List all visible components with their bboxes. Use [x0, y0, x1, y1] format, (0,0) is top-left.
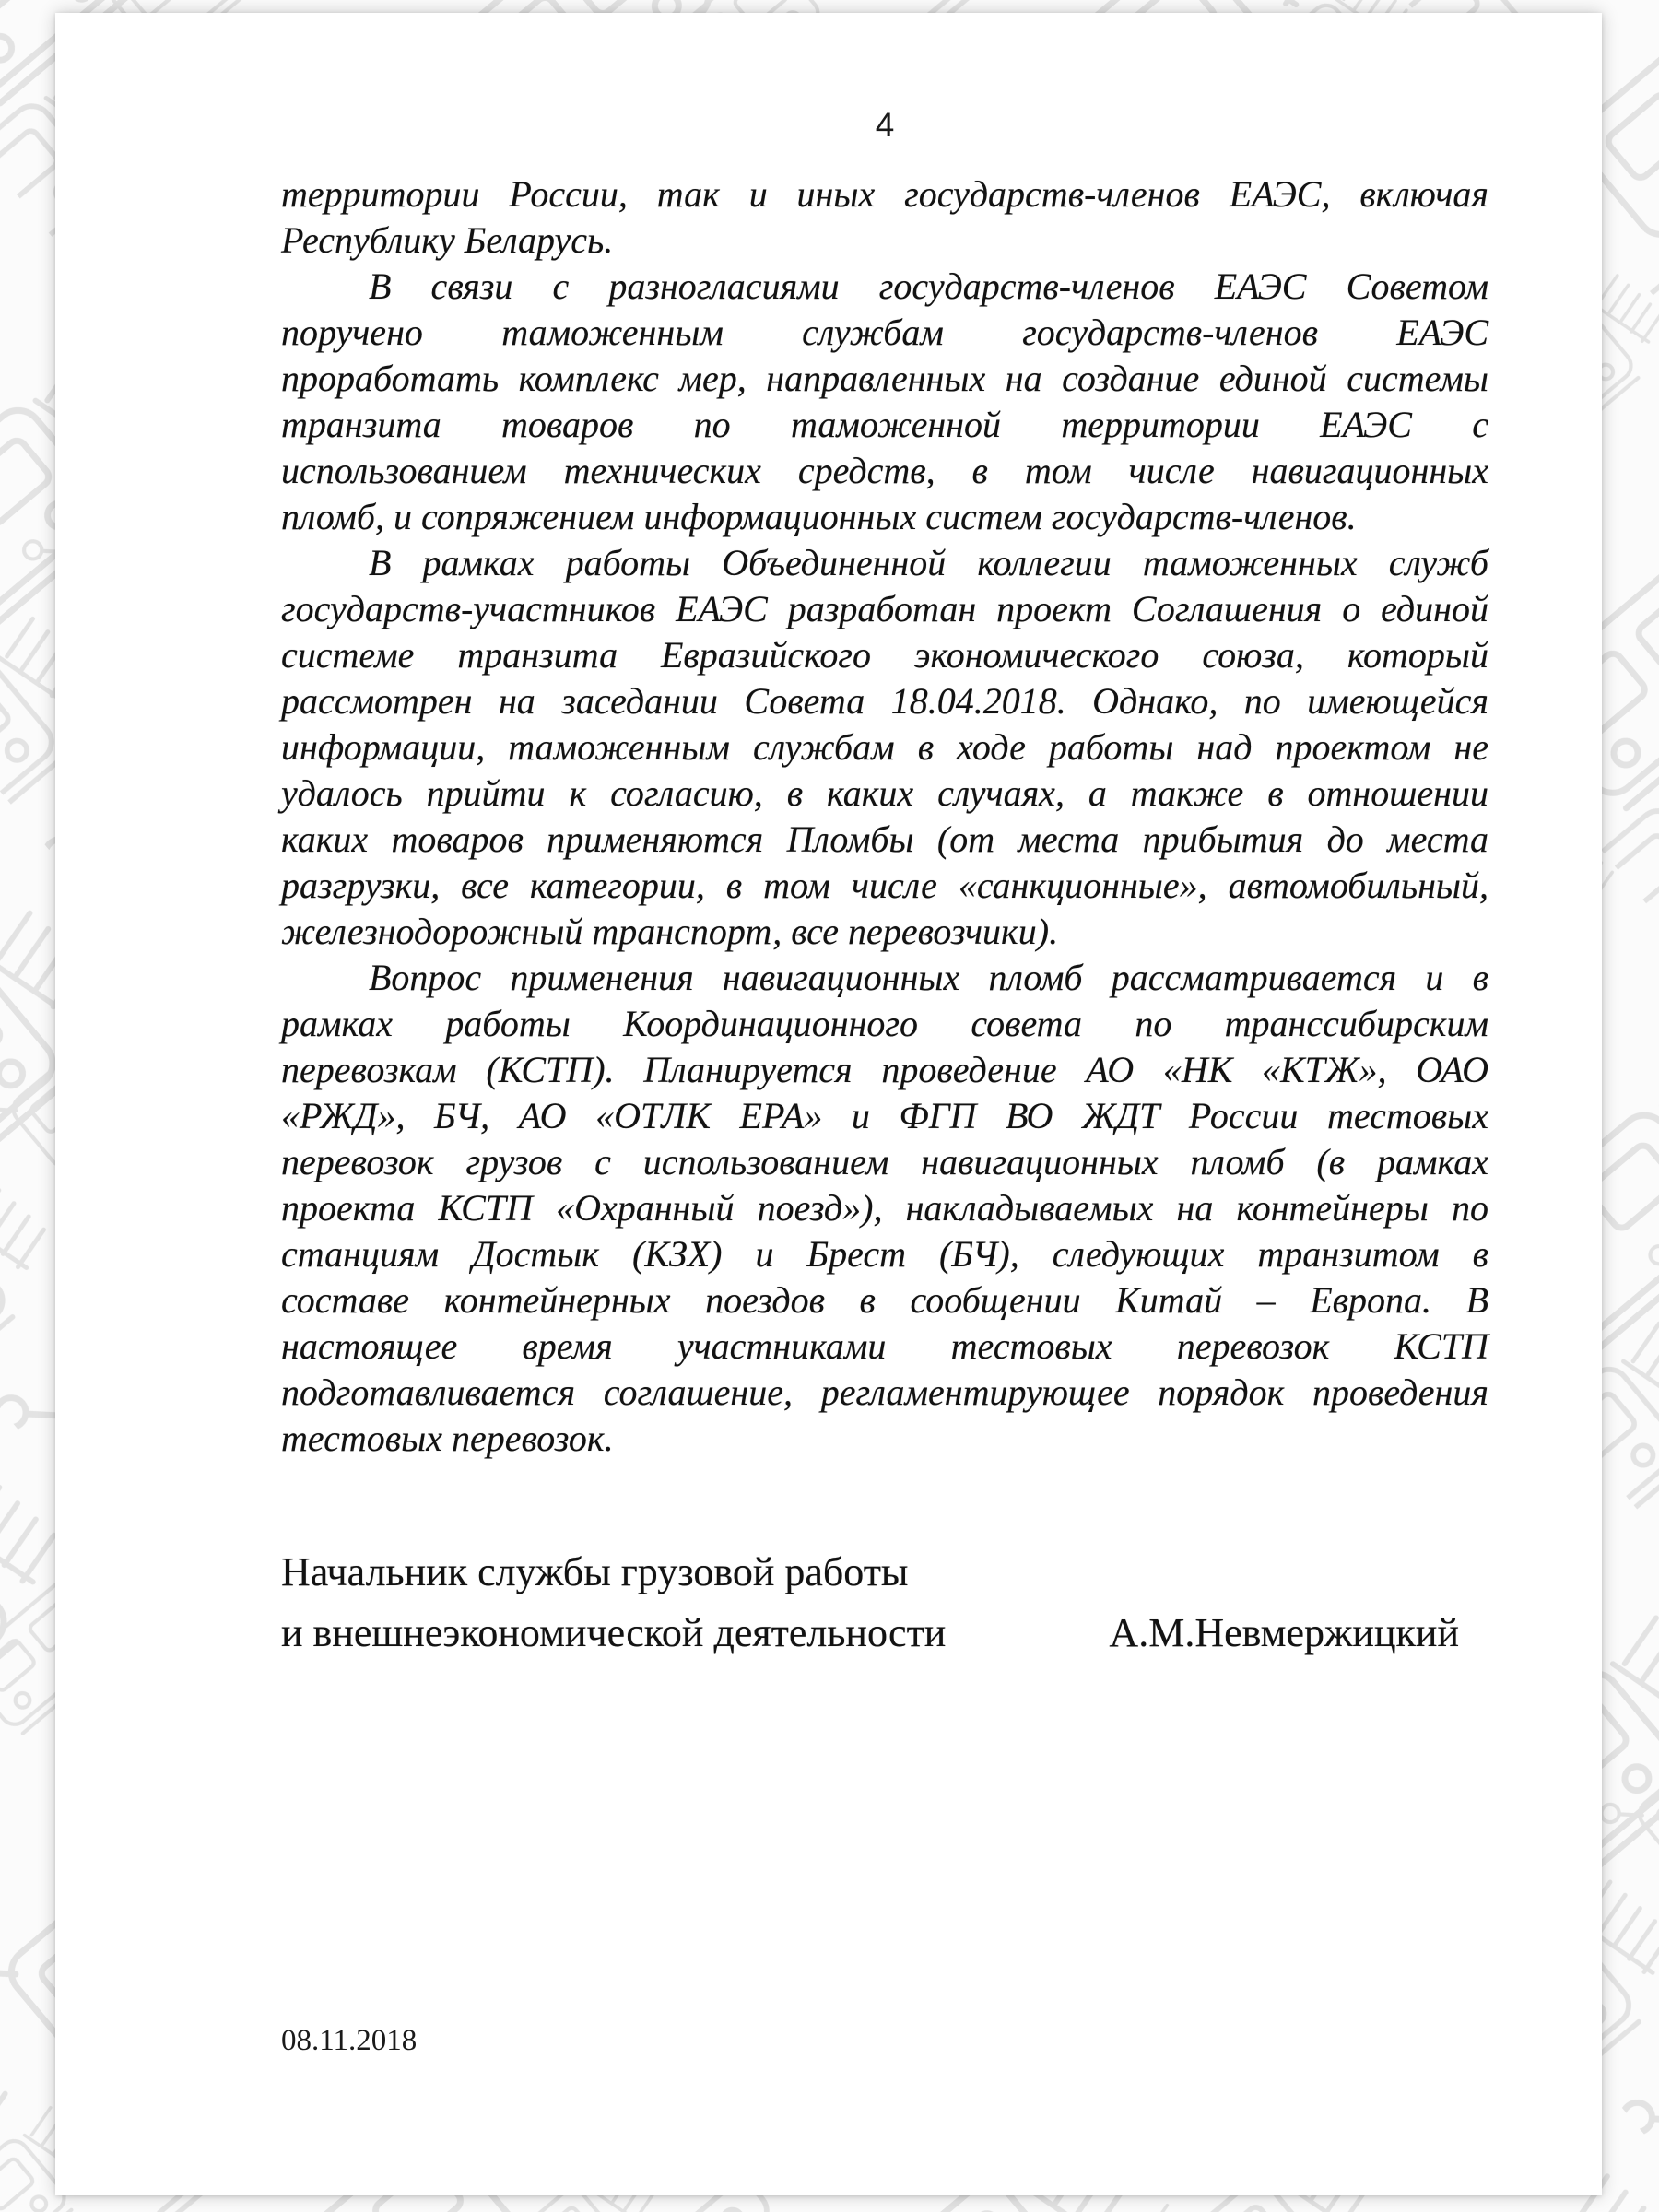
text-line: Республику Беларусь.	[281, 219, 614, 261]
text-line: поручено таможенным службам государств-членов ЕАЭС	[281, 312, 1488, 353]
page-number: 4	[875, 106, 895, 144]
text-line: использованием технических средств, в том числе навигационных	[281, 450, 1488, 491]
signature-name: А.М.Невмержицкий	[1109, 1610, 1459, 1655]
text-line: рамках работы Координационного совета по транссибирским	[281, 1003, 1488, 1044]
text-line: разгрузки, все категории, в том числе «санкционные», автомобильный,	[281, 865, 1488, 906]
signature-title-line1: Начальник службы грузовой работы	[281, 1549, 909, 1594]
text-line: каких товаров применяются Пломбы (от места прибытия до места	[281, 818, 1488, 860]
text-line: проекта КСТП «Охранный поезд»), накладываемых на контейнеры по	[281, 1187, 1488, 1229]
signature-block	[281, 1542, 1488, 1664]
text-line: составе контейнерных поездов в сообщении Китай – Европа. В	[281, 1279, 1488, 1321]
text-line: перевозок грузов с использованием навигационных пломб (в рамках	[281, 1141, 1488, 1182]
text-line: транзита товаров по таможенной территории ЕАЭС с	[281, 404, 1488, 445]
text-line: В рамках работы Объединенной коллегии таможенных служб	[369, 542, 1488, 583]
text-line: Вопрос применения навигационных пломб рассматривается и в	[369, 957, 1488, 998]
signature-row	[281, 1603, 1488, 1664]
text-line: настоящее время участниками тестовых перевозок КСТП	[281, 1325, 1488, 1367]
text-line: железнодорожный транспорт, все перевозчики).	[281, 911, 1059, 952]
body-text	[281, 171, 1488, 1462]
text-line: информации, таможенным службам в ходе работы над проектом не	[281, 726, 1488, 768]
text-line: системе транзита Евразийского экономического союза, который	[281, 634, 1488, 676]
text-line: пломб, и сопряжением информационных систем государств-членов.	[281, 496, 1357, 537]
document-date: 08.11.2018	[281, 2024, 418, 2057]
text-line: В связи с разногласиями государств-членов ЕАЭС Советом	[369, 265, 1488, 307]
text-line: рассмотрен на заседании Совета 18.04.2018. Однако, по имеющейся	[281, 680, 1488, 722]
text-line: проработать комплекс мер, направленных на создание единой системы	[281, 358, 1488, 399]
document-page	[55, 13, 1602, 2195]
text-line: государств-участников ЕАЭС разработан проект Соглашения о единой	[281, 588, 1488, 629]
text-line: «РЖД», БЧ, АО «ОТЛК ЕРА» и ФГП ВО ЖДТ России тестовых	[281, 1095, 1488, 1136]
text-line: удалось прийти к согласию, в каких случаях, а также в отношении	[281, 772, 1488, 814]
text-line: станциям Достык (КЗХ) и Брест (БЧ), следующих транзитом в	[281, 1233, 1488, 1275]
text-line: территории России, так и иных государств-членов ЕАЭС, включая	[281, 173, 1488, 215]
text-line: перевозкам (КСТП). Планируется проведение АО «НК «КТЖ», ОАО	[281, 1049, 1488, 1090]
text-line: тестовых перевозок.	[281, 1418, 614, 1459]
signature-title-line2: и внешнеэкономической деятельности	[281, 1610, 947, 1655]
text-line: подготавливается соглашение, регламентирующее порядок проведения	[281, 1371, 1488, 1413]
